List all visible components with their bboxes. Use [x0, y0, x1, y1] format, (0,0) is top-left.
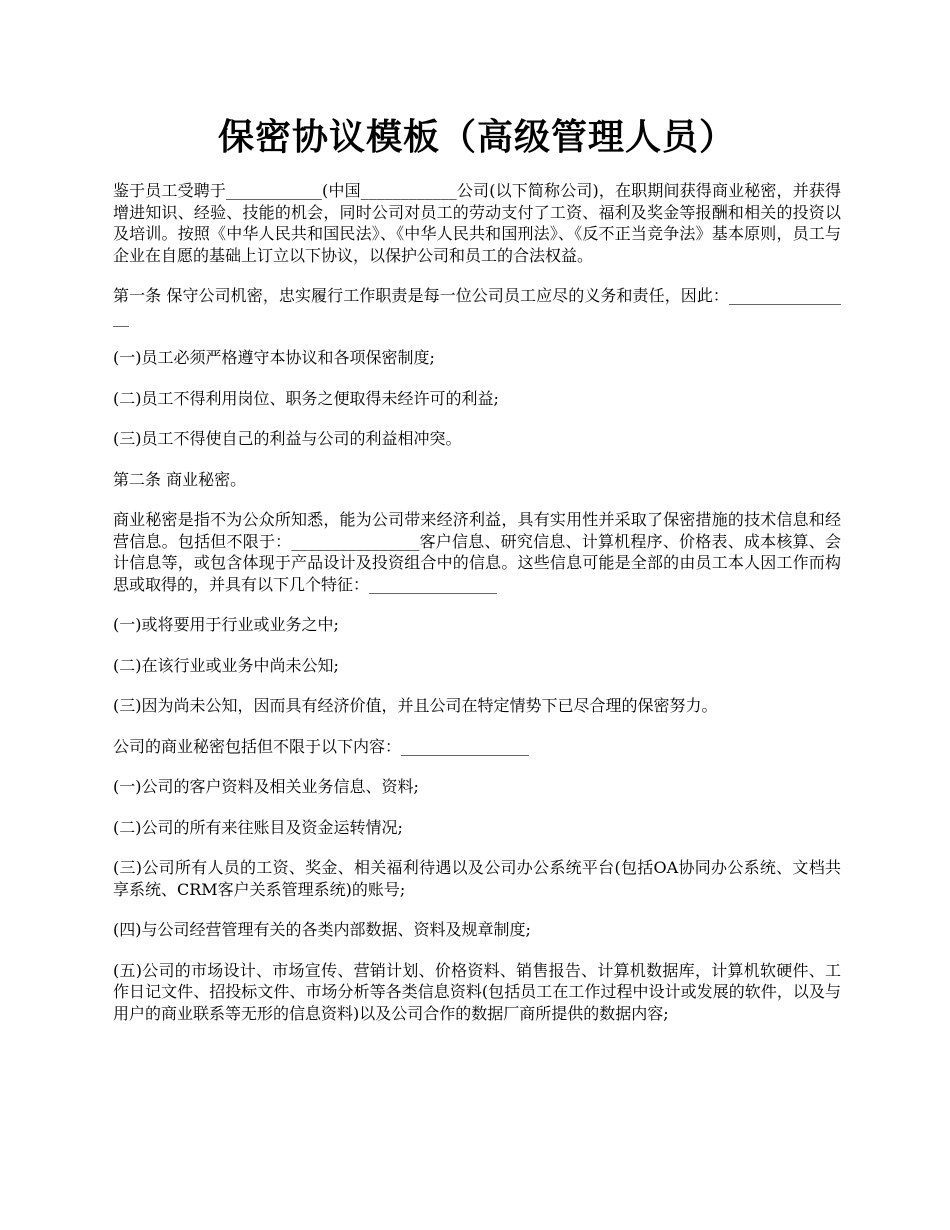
scope-item-5: (五)公司的市场设计、市场宣传、营销计划、价格资料、销售报告、计算机数据库，计算机软硬件、工作日记文件、招投标文件、市场分析等各类信息资料(包括员工在工作过程中设计或发展的软件，以及与用户的商业联系等无形的信息资料)以及公司合作的数据厂商所提供的数据内容; [113, 960, 841, 1023]
article-2-heading: 第二条 商业秘密。 [113, 469, 247, 489]
article-1-item-3: (三)员工不得使自己的利益与公司的利益相冲突。 [113, 429, 462, 448]
scope-item-3: (三)公司所有人员的工资、奖金、相关福利待遇以及公司办公系统平台(包括OA协同办公系统、文档共享系统、CRM客户关系管理系统)的账号; [113, 858, 841, 899]
article-1-item-2: (二)员工不得利用岗位、职务之便取得未经许可的利益; [113, 388, 499, 408]
trade-secret-scope: 公司的商业秘密包括但不限于以下内容：________________ [113, 736, 530, 756]
article-1-heading: 第一条 保守公司机密，忠实履行工作职责是每一位公司员工应尽的义务和责任，因此：________________ [113, 286, 841, 327]
feature-item-3: (三)因为尚未公知，因而具有经济价值，并且公司在特定情势下已尽合理的保密努力。 [113, 696, 718, 715]
scope-item-4: (四)与公司经营管理有关的各类内部数据、资料及规章制度; [113, 920, 531, 939]
scope-item-1: (一)公司的客户资料及相关业务信息、资料; [113, 777, 419, 796]
scope-item-2: (二)公司的所有来往账目及资金运转情况; [113, 817, 403, 837]
trade-secret-definition: 商业秘密是指不为公众所知悉，能为公司带来经济利益，具有实用性并采取了保密措施的技术信息和经营信息。包括但不限于：________________客户信息、研究信息、计算机程序、价格表、成本核算、会计信息等，或包含体现于产品设计及投资组合中的信息。这些信息可能是全部的由员工本人因工作而构思或取得的，并具有以下几个特征：________________ [113, 510, 841, 594]
document-page [113, 0, 841, 1043]
feature-item-1: (一)或将要用于行业或业务之中; [113, 615, 339, 634]
document-title: 保密协议模板（高级管理人员） [217, 117, 736, 158]
document-body [113, 180, 841, 1024]
feature-item-2: (二)在该行业或业务中尚未公知; [113, 655, 339, 675]
article-1-item-1: (一)员工必须严格遵守本协议和各项保密制度; [113, 348, 435, 367]
preamble-paragraph: 鉴于员工受聘于____________(中国____________公司(以下简称公司)，在职期间获得商业秘密，并获得增进知识、经验、技能的机会，同时公司对员工的劳动支付了工资、福利及奖金等报酬和相关的投资以及培训。按照《中华人民共和国民法》、《中华人民共和国刑法》、《反不正当竞争法》基本原则，员工与企业在自愿的基础上订立以下协议，以保护公司和员工的合法权益。 [113, 181, 841, 265]
